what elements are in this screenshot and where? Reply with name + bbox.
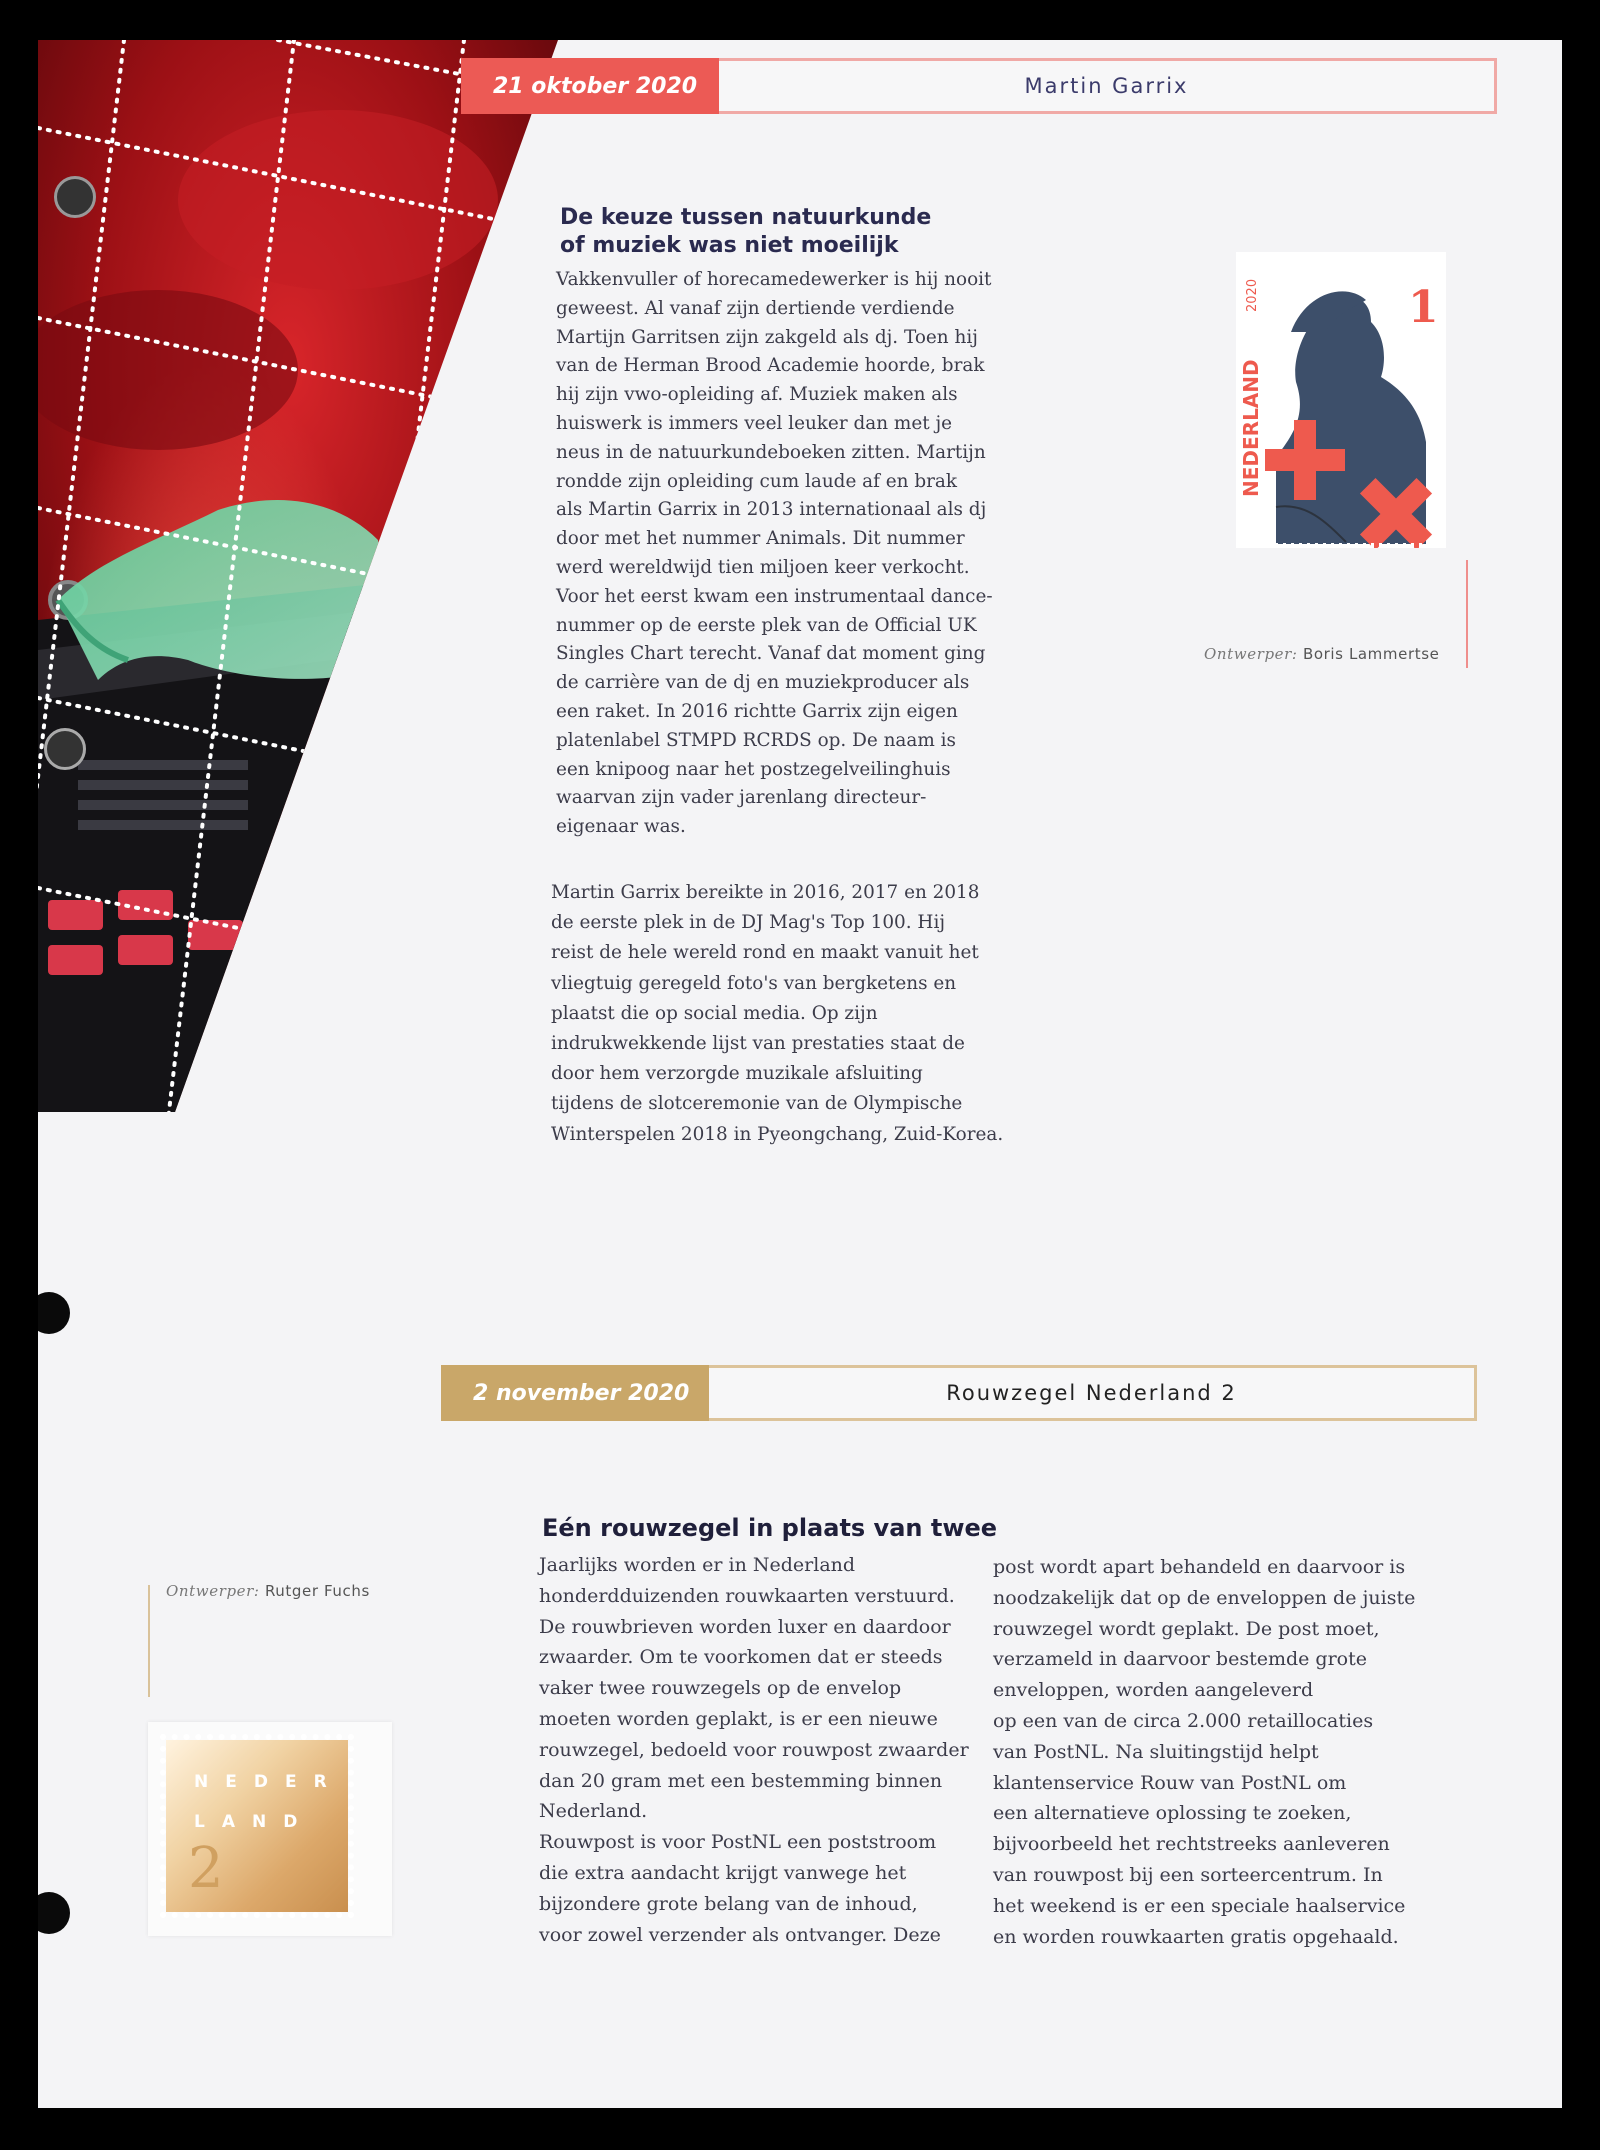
dj-photo-image <box>38 40 598 1120</box>
designer-credit: Ontwerper: Boris Lammertse <box>1204 645 1440 663</box>
section-header-rouwzegel <box>441 1365 1477 1421</box>
stamp-country-letters: NEDER LAND <box>194 1772 344 1832</box>
article-heading: De keuze tussen natuurkunde of muziek was niet moeilijk <box>560 205 932 258</box>
binder-hole <box>38 1892 70 1934</box>
issue-date: 21 oktober 2020 <box>461 58 719 114</box>
album-page <box>38 40 1562 2108</box>
binder-hole <box>54 176 96 218</box>
article-column-2: post wordt apart behandeld en daarvoor is noodzakelijk dat op de enveloppen de juiste rouwzegel wordt geplakt. De post moet, verzameld in daarvoor bestemde grote enveloppen, worden aangeleverd op een van de circa 2.000 retaillocaties van PostNL. Na sluitingstijd helpt klantenservice Rouw van PostNL om een alternatieve oplossing te zoeken, bijvoorbeeld het rechtstreeks aanleveren van rouwpost bij een sorteercentrum. In het weekend is er een speciale haalservice en worden rouwkaarten gratis opgehaald. <box>993 1556 1416 1948</box>
stamp-value: 2 <box>188 1836 224 1901</box>
stamp-martin-garrix <box>1236 252 1446 548</box>
svg-text:NEDERLAND: NEDERLAND <box>1239 359 1263 497</box>
article-paragraph-2: Martin Garrix bereikte in 2016, 2017 en 2018 de eerste plek in de DJ Mag's Top 100. Hij reist de hele wereld rond en maakt vanuit het vliegtuig geregeld foto's van bergketens en plaatst die op social media. Op zijn indrukwekkende lijst van prestaties staat de door hem verzorgde muzikale afsluiting tijdens de slotceremonie van de Olympische Winterspelen 2018 in Pyeongchang, Zuid-Korea. <box>551 882 1004 1145</box>
designer-credit: Ontwerper: Rutger Fuchs <box>166 1582 370 1600</box>
binder-hole <box>44 728 86 770</box>
article-heading: Eén rouwzegel in plaats van twee <box>542 1514 998 1542</box>
stamp-rouwzegel-face <box>166 1740 348 1912</box>
issue-date: 2 november 2020 <box>441 1365 709 1421</box>
dj-photo <box>38 40 598 1120</box>
article-paragraph-1: Vakkenvuller of horecamedewerker is hij nooit geweest. Al vanaf zijn dertiende verdiende Martijn Garritsen zijn zakgeld als dj. Toen hij van de Herman Brood Academie hoorde, brak hij zijn vwo-opleiding af. Muziek maken als huiswerk is immers veel leuker dan met je neus in de natuurkundeboeken zitten. Martijn rondde zijn opleiding cum laude af en brak als Martin Garrix in 2013 internationaal als dj door met het nummer Animals. Dit nummer werd wereldwijd tien miljoen keer verkocht. Voor het eerst kwam een instrumentaal dance- nummer op de eerste plek van de Official UK Singles Chart terecht. Vanaf dat moment ging de carrière van de dj en muziekproducer als een raket. In 2016 richtte Garrix zijn eigen platenlabel STMPD RCRDS op. De naam is een knipoog naar het postzegelveilinghuis waarvan zijn vader jarenlang directeur- eigenaar was. <box>556 269 993 838</box>
stamp-rouwzegel <box>148 1722 392 1936</box>
credit-rule <box>148 1585 150 1697</box>
svg-text:1: 1 <box>1408 282 1439 333</box>
binder-hole <box>38 1292 70 1334</box>
issue-title: Rouwzegel Nederland 2 <box>709 1365 1477 1421</box>
article-column-1: Jaarlijks worden er in Nederland honderdduizenden rouwkaarten verstuurd. De rouwbrieven worden luxer en daardoor zwaarder. Om te voorkomen dat er steeds vaker twee rouwzegels op de envelop moeten worden geplakt, is er een nieuwe rouwzegel, bedoeld voor rouwpost zwaarder dan 20 gram met een bestemming binnen Nederland. Rouwpost is voor PostNL een poststroom die extra aandacht krijgt vanwege het bijzondere grote belang van de inhoud, voor zowel verzender als ontvanger. Deze <box>539 1554 969 1946</box>
svg-text:2020: 2020 <box>1245 278 1260 312</box>
section-header-garrix <box>461 58 1497 114</box>
issue-title: Martin Garrix <box>719 58 1497 114</box>
credit-rule <box>1466 560 1468 668</box>
